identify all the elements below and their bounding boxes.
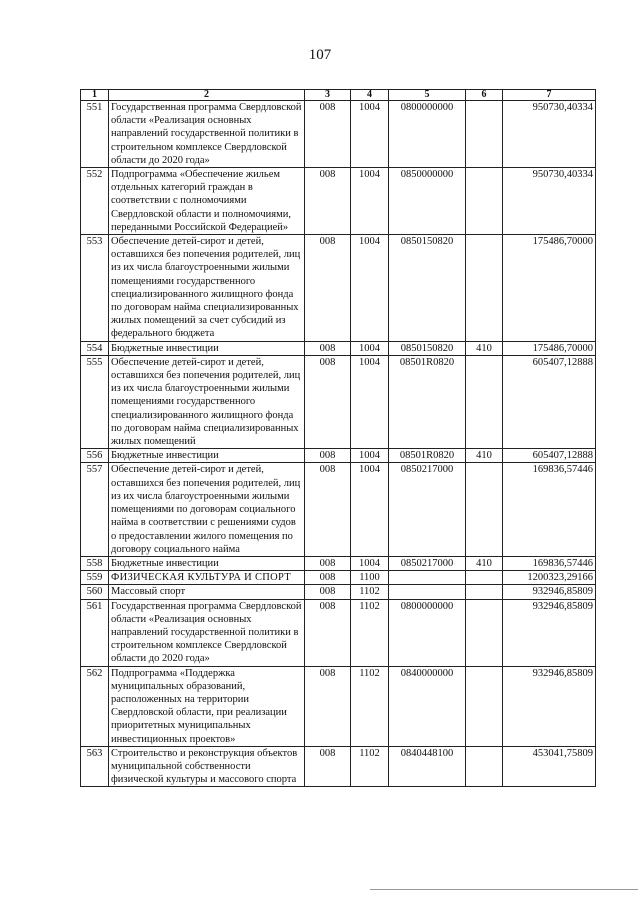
table-row bbox=[81, 463, 596, 556]
table-row bbox=[81, 235, 596, 342]
column-header: 3 bbox=[305, 90, 351, 101]
row-admin-code: 008 bbox=[305, 556, 351, 570]
row-expense-type bbox=[466, 585, 503, 599]
row-admin-code: 008 bbox=[305, 599, 351, 666]
row-amount: 1200323,29166 bbox=[503, 571, 596, 585]
row-section-code: 1004 bbox=[351, 449, 389, 463]
row-admin-code: 008 bbox=[305, 463, 351, 556]
row-number: 562 bbox=[81, 666, 109, 746]
table-row bbox=[81, 585, 596, 599]
footer-rule bbox=[370, 889, 638, 890]
column-header: 4 bbox=[351, 90, 389, 101]
row-admin-code: 008 bbox=[305, 341, 351, 355]
table-row bbox=[81, 746, 596, 787]
row-amount: 605407,12888 bbox=[503, 355, 596, 448]
row-section-code: 1100 bbox=[351, 571, 389, 585]
row-amount: 175486,70000 bbox=[503, 341, 596, 355]
row-section-code: 1004 bbox=[351, 341, 389, 355]
table-row bbox=[81, 571, 596, 585]
table-row bbox=[81, 355, 596, 448]
row-admin-code: 008 bbox=[305, 355, 351, 448]
row-name: Обеспечение детей-сирот и детей, оставшихся без попечения родителей, лиц из их числа благоустроенными жилыми помещениями по договорам социального найма в соответствии с решениями судов о предоставлении жилого помещения по договору социального найма bbox=[109, 463, 305, 556]
row-expense-type bbox=[466, 666, 503, 746]
table-header-row bbox=[81, 90, 596, 101]
row-target-code: 08501R0820 bbox=[389, 355, 466, 448]
row-amount: 932946,85809 bbox=[503, 585, 596, 599]
column-header: 5 bbox=[389, 90, 466, 101]
row-section-code: 1004 bbox=[351, 235, 389, 342]
row-amount: 175486,70000 bbox=[503, 235, 596, 342]
row-target-code: 0840448100 bbox=[389, 746, 466, 787]
column-header: 1 bbox=[81, 90, 109, 101]
row-name: Обеспечение детей-сирот и детей, оставшихся без попечения родителей, лиц из их числа благоустроенными жилыми помещениями государственного специализированного жилищного фонда по договорам найма специализированных жилых помещений bbox=[109, 355, 305, 448]
row-admin-code: 008 bbox=[305, 571, 351, 585]
row-target-code: 0840000000 bbox=[389, 666, 466, 746]
row-number: 560 bbox=[81, 585, 109, 599]
row-target-code: 0850150820 bbox=[389, 235, 466, 342]
row-target-code: 0850000000 bbox=[389, 168, 466, 235]
row-target-code bbox=[389, 571, 466, 585]
row-expense-type bbox=[466, 235, 503, 342]
row-name: Государственная программа Свердловской области «Реализация основных направлений государственной политики в строительном комплексе Свердловской области до 2020 года» bbox=[109, 101, 305, 168]
table-row bbox=[81, 341, 596, 355]
row-number: 552 bbox=[81, 168, 109, 235]
table-row bbox=[81, 101, 596, 168]
row-number: 561 bbox=[81, 599, 109, 666]
row-section-code: 1004 bbox=[351, 355, 389, 448]
row-number: 556 bbox=[81, 449, 109, 463]
row-amount: 169836,57446 bbox=[503, 556, 596, 570]
column-header: 2 bbox=[109, 90, 305, 101]
row-expense-type bbox=[466, 355, 503, 448]
row-section-code: 1102 bbox=[351, 599, 389, 666]
row-target-code: 0850217000 bbox=[389, 556, 466, 570]
row-name: Бюджетные инвестиции bbox=[109, 556, 305, 570]
row-expense-type bbox=[466, 168, 503, 235]
row-name: ФИЗИЧЕСКАЯ КУЛЬТУРА И СПОРТ bbox=[109, 571, 305, 585]
row-number: 558 bbox=[81, 556, 109, 570]
row-name: Подпрограмма «Поддержка муниципальных образований, расположенных на территории Свердловской области, при реализации приоритетных муниципальных инвестиционных проектов» bbox=[109, 666, 305, 746]
row-target-code: 0800000000 bbox=[389, 101, 466, 168]
row-target-code: 08501R0820 bbox=[389, 449, 466, 463]
row-admin-code: 008 bbox=[305, 101, 351, 168]
row-amount: 605407,12888 bbox=[503, 449, 596, 463]
row-amount: 453041,75809 bbox=[503, 746, 596, 787]
row-number: 559 bbox=[81, 571, 109, 585]
row-expense-type: 410 bbox=[466, 556, 503, 570]
row-expense-type: 410 bbox=[466, 341, 503, 355]
row-number: 555 bbox=[81, 355, 109, 448]
row-admin-code: 008 bbox=[305, 746, 351, 787]
row-section-code: 1102 bbox=[351, 666, 389, 746]
row-name: Массовый спорт bbox=[109, 585, 305, 599]
row-section-code: 1004 bbox=[351, 556, 389, 570]
row-name: Строительство и реконструкция объектов муниципальной собственности физической культуры и массового спорта bbox=[109, 746, 305, 787]
row-name: Бюджетные инвестиции bbox=[109, 449, 305, 463]
row-expense-type: 410 bbox=[466, 449, 503, 463]
row-section-code: 1102 bbox=[351, 746, 389, 787]
row-name: Обеспечение детей-сирот и детей, оставшихся без попечения родителей, лиц из их числа благоустроенными жилыми помещениями государственного специализированного жилищного фонда по договорам найма специализированных жилых помещений за счет субсидий из федерального бюджета bbox=[109, 235, 305, 342]
table-row bbox=[81, 449, 596, 463]
row-target-code: 0800000000 bbox=[389, 599, 466, 666]
row-name: Подпрограмма «Обеспечение жильем отдельных категорий граждан в соответствии с полномочиями Свердловской области и полномочиями, переданными Российской Федерацией» bbox=[109, 168, 305, 235]
row-amount: 950730,40334 bbox=[503, 168, 596, 235]
table-row bbox=[81, 168, 596, 235]
row-admin-code: 008 bbox=[305, 449, 351, 463]
row-expense-type bbox=[466, 746, 503, 787]
row-expense-type bbox=[466, 463, 503, 556]
row-number: 557 bbox=[81, 463, 109, 556]
row-number: 554 bbox=[81, 341, 109, 355]
row-admin-code: 008 bbox=[305, 666, 351, 746]
row-target-code bbox=[389, 585, 466, 599]
row-target-code: 0850217000 bbox=[389, 463, 466, 556]
row-expense-type bbox=[466, 599, 503, 666]
page-number: 107 bbox=[308, 47, 332, 63]
row-section-code: 1004 bbox=[351, 168, 389, 235]
row-section-code: 1004 bbox=[351, 101, 389, 168]
row-amount: 932946,85809 bbox=[503, 599, 596, 666]
row-target-code: 0850150820 bbox=[389, 341, 466, 355]
row-amount: 950730,40334 bbox=[503, 101, 596, 168]
row-section-code: 1102 bbox=[351, 585, 389, 599]
row-expense-type bbox=[466, 571, 503, 585]
budget-table bbox=[80, 89, 596, 787]
row-number: 551 bbox=[81, 101, 109, 168]
row-expense-type bbox=[466, 101, 503, 168]
row-name: Бюджетные инвестиции bbox=[109, 341, 305, 355]
column-header: 7 bbox=[503, 90, 596, 101]
row-number: 563 bbox=[81, 746, 109, 787]
table-row bbox=[81, 666, 596, 746]
row-name: Государственная программа Свердловской области «Реализация основных направлений государственной политики в строительном комплексе Свердловской области до 2020 года» bbox=[109, 599, 305, 666]
column-header: 6 bbox=[466, 90, 503, 101]
row-admin-code: 008 bbox=[305, 168, 351, 235]
table-row bbox=[81, 599, 596, 666]
row-admin-code: 008 bbox=[305, 585, 351, 599]
row-number: 553 bbox=[81, 235, 109, 342]
row-admin-code: 008 bbox=[305, 235, 351, 342]
table-row bbox=[81, 556, 596, 570]
row-amount: 169836,57446 bbox=[503, 463, 596, 556]
row-amount: 932946,85809 bbox=[503, 666, 596, 746]
row-section-code: 1004 bbox=[351, 463, 389, 556]
